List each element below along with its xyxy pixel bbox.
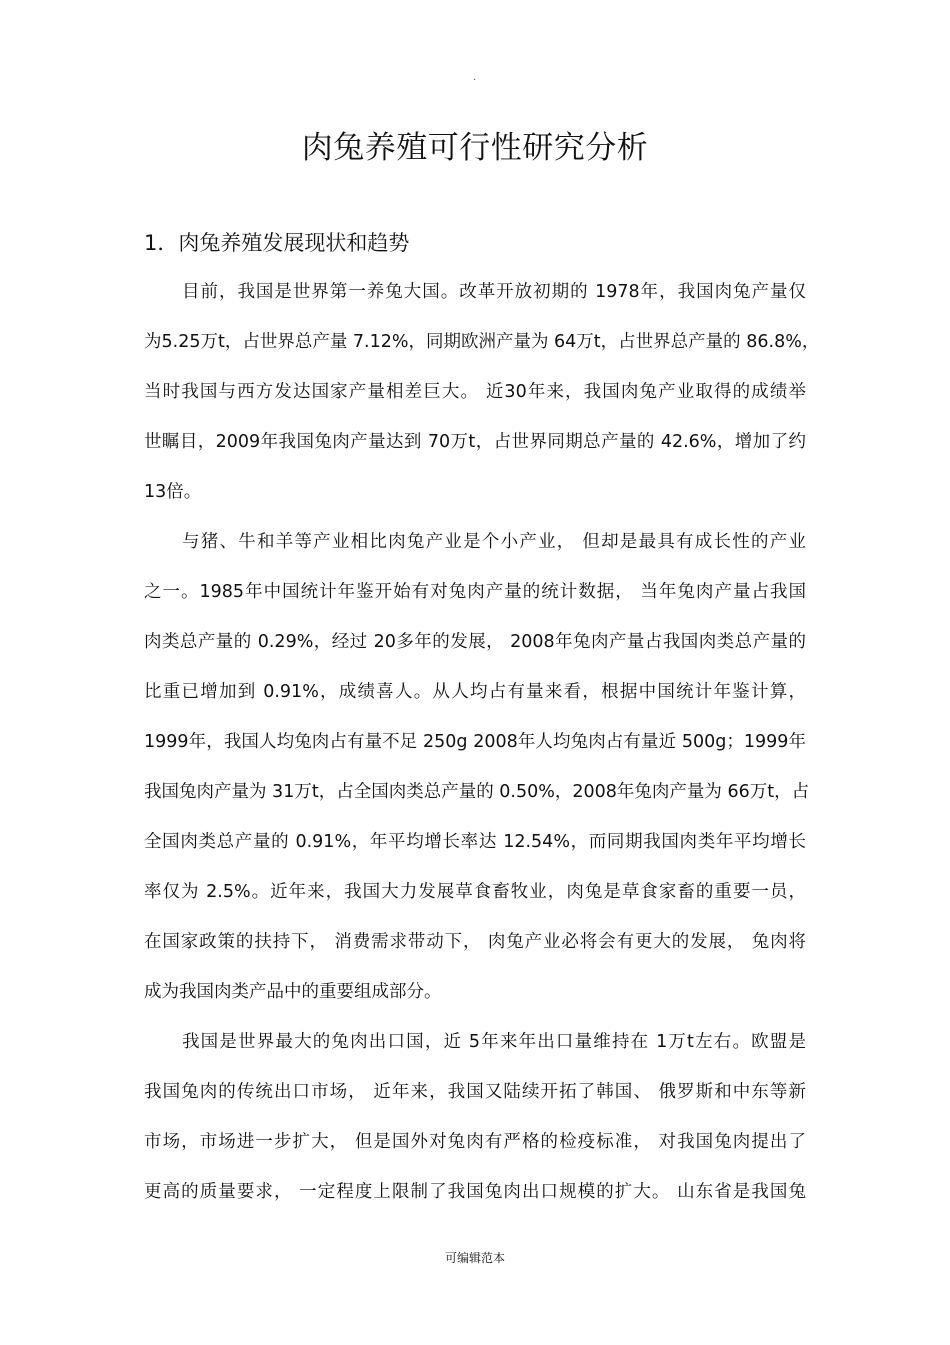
header-mark: . bbox=[473, 72, 477, 83]
document-title: 肉兔养殖可行性研究分析 bbox=[301, 130, 649, 166]
paragraph-line: 13倍。 bbox=[144, 482, 202, 502]
paragraph-line: 市场，市场进一步扩大， 但是国外对兔肉有严格的检疫标准， 对我国兔肉提出了 bbox=[144, 1132, 806, 1152]
paragraph-line: 与猪、牛和羊等产业相比肉兔产业是个小产业， 但却是最具有成长性的产业 bbox=[182, 532, 806, 552]
paragraph-line: 在国家政策的扶持下， 消费需求带动下， 肉兔产业必将会有更大的发展， 兔肉将 bbox=[144, 932, 806, 952]
paragraph-line: 当时我国与西方发达国家产量相差巨大。 近30年来，我国肉兔产业取得的成绩举 bbox=[144, 382, 806, 402]
paragraph-line: 目前，我国是世界第一养兔大国。改革开放初期的 1978年，我国肉兔产量仅 bbox=[182, 282, 806, 302]
paragraph-line: 比重已增加到 0.91%，成绩喜人。从人均占有量来看，根据中国统计年鉴计算， bbox=[144, 682, 806, 702]
paragraph-line: 全国肉类总产量的 0.91%，年平均增长率达 12.54%，而同期我国肉类年平均增长 bbox=[144, 832, 806, 852]
paragraph-line: 我国兔肉产量为 31万t，占全国肉类总产量的 0.50%，2008年兔肉产量为 66万t，占 bbox=[144, 782, 810, 802]
paragraph-line: 我国是世界最大的兔肉出口国，近 5年来年出口量维持在 1万t左右。欧盟是 bbox=[182, 1032, 806, 1052]
section-heading: 1．肉兔养殖发展现状和趋势 bbox=[144, 231, 410, 255]
paragraph-line: 世瞩目，2009年我国兔肉产量达到 70万t，占世界同期总产量的 42.6%，增加了约 bbox=[144, 432, 806, 452]
paragraph-line: 更高的质量要求， 一定程度上限制了我国兔肉出口规模的扩大。 山东省是我国兔 bbox=[144, 1182, 806, 1202]
paragraph-line: 成为我国肉类产品中的重要组成部分。 bbox=[144, 982, 442, 1002]
paragraph-line: 为5.25万t，占世界总产量 7.12%，同期欧洲产量为 64万t，占世界总产量的 86.8%， bbox=[144, 332, 820, 352]
paragraph-line: 我国兔肉的传统出口市场， 近年来，我国又陆续开拓了韩国、 俄罗斯和中东等新 bbox=[144, 1082, 806, 1102]
paragraph-line: 率仅为 2.5%。近年来，我国大力发展草食畜牧业，肉兔是草食家畜的重要一员， bbox=[144, 882, 806, 902]
paragraph-line: 肉类总产量的 0.29%，经过 20多年的发展， 2008年兔肉产量占我国肉类总产量的 bbox=[144, 632, 806, 652]
paragraph-line: 之一。1985年中国统计年鉴开始有对兔肉产量的统计数据， 当年兔肉产量占我国 bbox=[144, 582, 806, 602]
paragraph-line: 1999年，我国人均兔肉占有量不足 250g 2008年人均兔肉占有量近 500g；1999年 bbox=[144, 732, 806, 752]
footer-note: 可编辑范本 bbox=[444, 1251, 505, 1265]
